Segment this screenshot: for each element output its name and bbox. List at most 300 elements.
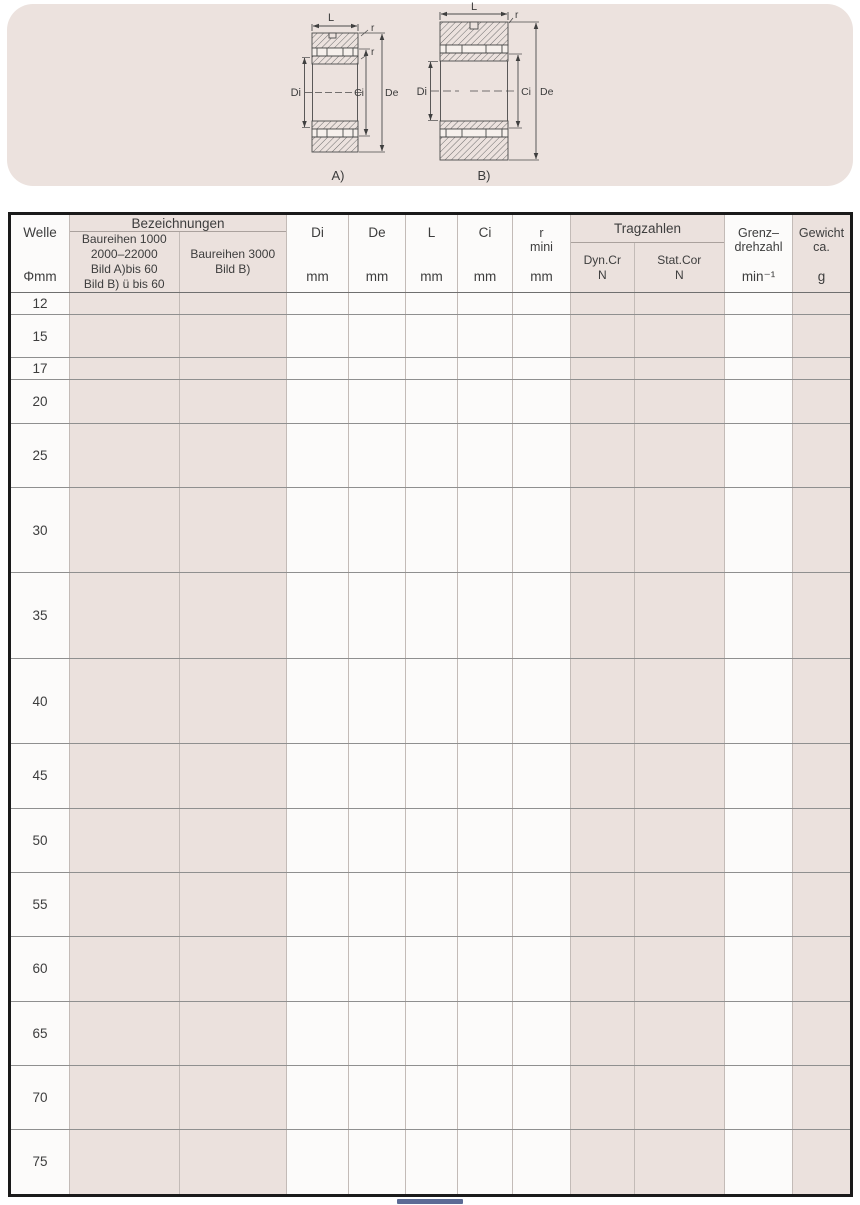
- header-ci: [458, 215, 513, 292]
- de-cell: [349, 744, 406, 765]
- stat-cor-cell: [635, 980, 725, 1001]
- r-cell: [513, 573, 571, 594]
- designation-1000-cell: [70, 765, 180, 786]
- dim-label-de-b: De: [540, 86, 554, 98]
- table-row: [70, 595, 850, 616]
- di-cell: [287, 1130, 349, 1151]
- designation-3000-cell: [180, 336, 287, 357]
- l-cell: [406, 358, 458, 379]
- designation-1000-cell: [70, 551, 180, 572]
- dim-label-ci-b: Ci: [521, 86, 531, 98]
- designation-1000-cell: [70, 336, 180, 357]
- designation-1000-cell: [70, 937, 180, 958]
- ci-cell: [458, 722, 513, 743]
- header-stat-unit: N: [674, 267, 684, 282]
- di-cell: [287, 358, 349, 379]
- table-row: [70, 1087, 850, 1108]
- di-cell: [287, 830, 349, 851]
- l-cell: [406, 595, 458, 616]
- r-cell: [513, 809, 571, 830]
- ci-cell: [458, 894, 513, 915]
- grenzdrehzahl-cell: [725, 937, 793, 958]
- di-cell: [287, 894, 349, 915]
- grenzdrehzahl-cell: [725, 293, 793, 314]
- ci-cell: [458, 1066, 513, 1087]
- table-row: [70, 358, 850, 379]
- gewicht-cell: [793, 744, 850, 765]
- stat-cor-cell: [635, 315, 725, 336]
- ci-cell: [458, 659, 513, 680]
- table-row: [70, 1023, 850, 1044]
- r-cell: [513, 744, 571, 765]
- de-cell: [349, 680, 406, 701]
- stat-cor-cell: [635, 915, 725, 936]
- di-cell: [287, 680, 349, 701]
- gewicht-cell: [793, 1002, 850, 1023]
- size-group: [11, 379, 850, 422]
- ci-cell: [458, 744, 513, 765]
- table-row: [70, 315, 850, 336]
- de-cell: [349, 1130, 406, 1151]
- stat-cor-cell: [635, 1151, 725, 1172]
- r-cell: [513, 358, 571, 379]
- stat-cor-cell: [635, 659, 725, 680]
- dim-label-l-a: L: [327, 12, 335, 24]
- header-tragzahlen: [571, 215, 725, 292]
- di-cell: [287, 315, 349, 336]
- grenzdrehzahl-cell: [725, 424, 793, 445]
- table-row: [70, 851, 850, 872]
- table-row: [70, 744, 850, 765]
- gewicht-cell: [793, 1151, 850, 1172]
- stat-cor-cell: [635, 336, 725, 357]
- dim-label-r-a2: r: [371, 47, 375, 58]
- table-row: [70, 830, 850, 851]
- dyn-cr-cell: [571, 958, 635, 979]
- di-cell: [287, 466, 349, 487]
- di-cell: [287, 530, 349, 551]
- stat-cor-cell: [635, 722, 725, 743]
- ci-cell: [458, 937, 513, 958]
- dyn-cr-cell: [571, 336, 635, 357]
- ci-cell: [458, 1172, 513, 1193]
- header-di-label: Di: [311, 225, 324, 240]
- table-row: [70, 958, 850, 979]
- stat-cor-cell: [635, 894, 725, 915]
- ci-cell: [458, 315, 513, 336]
- gewicht-cell: [793, 315, 850, 336]
- table-row: [70, 509, 850, 530]
- de-cell: [349, 595, 406, 616]
- designation-3000-cell: [180, 980, 287, 1001]
- r-cell: [513, 1108, 571, 1129]
- di-cell: [287, 1087, 349, 1108]
- r-cell: [513, 659, 571, 680]
- baureihe3-line1: Baureihen 3000: [190, 247, 276, 261]
- ci-cell: [458, 509, 513, 530]
- di-cell: [287, 958, 349, 979]
- table-row: [70, 915, 850, 936]
- l-cell: [406, 293, 458, 314]
- de-cell: [349, 1044, 406, 1065]
- grenzdrehzahl-cell: [725, 659, 793, 680]
- dim-label-r-b: r: [515, 10, 519, 21]
- stat-cor-cell: [635, 680, 725, 701]
- grenzdrehzahl-cell: [725, 488, 793, 509]
- l-cell: [406, 402, 458, 423]
- table-row: [70, 530, 850, 551]
- table-row: [70, 1130, 850, 1151]
- grenzdrehzahl-cell: [725, 787, 793, 808]
- gewicht-cell: [793, 445, 850, 466]
- di-cell: [287, 616, 349, 637]
- de-cell: [349, 701, 406, 722]
- dim-label-di-a: Di: [290, 87, 301, 99]
- dyn-cr-cell: [571, 1130, 635, 1151]
- grenzdrehzahl-cell: [725, 380, 793, 401]
- de-cell: [349, 1002, 406, 1023]
- table-row: [70, 616, 850, 637]
- header-grenz-line2: drehzahl: [734, 240, 783, 255]
- bearing-diagrams: [0, 0, 860, 196]
- gewicht-cell: [793, 424, 850, 445]
- de-cell: [349, 1172, 406, 1193]
- header-tragzahlen-title: Tragzahlen: [571, 215, 724, 243]
- l-cell: [406, 445, 458, 466]
- grenzdrehzahl-cell: [725, 573, 793, 594]
- di-cell: [287, 809, 349, 830]
- dim-label-l-b: L: [470, 1, 478, 13]
- grenzdrehzahl-cell: [725, 1151, 793, 1172]
- designation-1000-cell: [70, 851, 180, 872]
- gewicht-cell: [793, 1172, 850, 1193]
- stat-cor-cell: [635, 851, 725, 872]
- designation-3000-cell: [180, 1151, 287, 1172]
- di-cell: [287, 1002, 349, 1023]
- size-group: [11, 487, 850, 572]
- l-cell: [406, 937, 458, 958]
- l-cell: [406, 1066, 458, 1087]
- table-row: [70, 1002, 850, 1023]
- designation-3000-cell: [180, 915, 287, 936]
- di-cell: [287, 1023, 349, 1044]
- de-cell: [349, 873, 406, 894]
- di-cell: [287, 873, 349, 894]
- gewicht-cell: [793, 915, 850, 936]
- di-cell: [287, 402, 349, 423]
- ci-cell: [458, 765, 513, 786]
- grenzdrehzahl-cell: [725, 315, 793, 336]
- table-row: [70, 873, 850, 894]
- l-cell: [406, 680, 458, 701]
- table-row: [70, 937, 850, 958]
- ci-cell: [458, 1087, 513, 1108]
- di-cell: [287, 937, 349, 958]
- ci-cell: [458, 1023, 513, 1044]
- dyn-cr-cell: [571, 595, 635, 616]
- gewicht-cell: [793, 637, 850, 658]
- di-cell: [287, 293, 349, 314]
- stat-cor-cell: [635, 1044, 725, 1065]
- designation-3000-cell: [180, 787, 287, 808]
- welle-cell: 35: [11, 573, 70, 657]
- l-cell: [406, 336, 458, 357]
- designation-3000-cell: [180, 509, 287, 530]
- gewicht-cell: [793, 551, 850, 572]
- grenzdrehzahl-cell: [725, 1130, 793, 1151]
- l-cell: [406, 1044, 458, 1065]
- dyn-cr-cell: [571, 851, 635, 872]
- designation-1000-cell: [70, 787, 180, 808]
- header-de-label: De: [368, 225, 386, 240]
- designation-3000-cell: [180, 659, 287, 680]
- dyn-cr-cell: [571, 765, 635, 786]
- table-row: [70, 466, 850, 487]
- stat-cor-cell: [635, 402, 725, 423]
- size-group: [11, 1001, 850, 1065]
- dyn-cr-cell: [571, 873, 635, 894]
- r-cell: [513, 851, 571, 872]
- ci-cell: [458, 980, 513, 1001]
- ci-cell: [458, 424, 513, 445]
- l-cell: [406, 509, 458, 530]
- stat-cor-cell: [635, 595, 725, 616]
- designation-1000-cell: [70, 830, 180, 851]
- designation-3000-cell: [180, 466, 287, 487]
- ci-cell: [458, 573, 513, 594]
- table-row: [70, 894, 850, 915]
- size-group: [11, 572, 850, 657]
- ci-cell: [458, 445, 513, 466]
- gewicht-cell: [793, 765, 850, 786]
- dim-label-di-b: Di: [416, 86, 427, 98]
- r-cell: [513, 680, 571, 701]
- designation-1000-cell: [70, 701, 180, 722]
- header-gewicht-line1: Gewicht: [798, 226, 845, 240]
- r-cell: [513, 873, 571, 894]
- header-gewicht-line2: ca.: [813, 240, 830, 255]
- grenzdrehzahl-cell: [725, 980, 793, 1001]
- l-cell: [406, 765, 458, 786]
- size-group: [11, 314, 850, 357]
- l-cell: [406, 809, 458, 830]
- de-cell: [349, 424, 406, 445]
- welle-cell: 25: [11, 424, 70, 487]
- gewicht-cell: [793, 1087, 850, 1108]
- de-cell: [349, 915, 406, 936]
- ci-cell: [458, 701, 513, 722]
- stat-cor-cell: [635, 637, 725, 658]
- stat-cor-cell: [635, 765, 725, 786]
- l-cell: [406, 1172, 458, 1193]
- l-cell: [406, 830, 458, 851]
- di-cell: [287, 488, 349, 509]
- designation-1000-cell: [70, 445, 180, 466]
- designation-1000-cell: [70, 1023, 180, 1044]
- dyn-cr-cell: [571, 466, 635, 487]
- designation-1000-cell: [70, 1130, 180, 1151]
- designation-1000-cell: [70, 1172, 180, 1193]
- l-cell: [406, 1023, 458, 1044]
- ci-cell: [458, 830, 513, 851]
- di-cell: [287, 915, 349, 936]
- stat-cor-cell: [635, 1002, 725, 1023]
- dyn-cr-cell: [571, 551, 635, 572]
- designation-1000-cell: [70, 424, 180, 445]
- designation-1000-cell: [70, 980, 180, 1001]
- designation-3000-cell: [180, 595, 287, 616]
- designation-1000-cell: [70, 530, 180, 551]
- header-grenz-unit: min⁻¹: [741, 268, 776, 284]
- dyn-cr-cell: [571, 1023, 635, 1044]
- stat-cor-cell: [635, 530, 725, 551]
- ci-cell: [458, 1108, 513, 1129]
- de-cell: [349, 551, 406, 572]
- ci-cell: [458, 1002, 513, 1023]
- table-row: [70, 659, 850, 680]
- designation-1000-cell: [70, 744, 180, 765]
- designation-1000-cell: [70, 402, 180, 423]
- r-cell: [513, 937, 571, 958]
- header-gewicht-label: [799, 226, 844, 255]
- gewicht-cell: [793, 1108, 850, 1129]
- grenzdrehzahl-cell: [725, 530, 793, 551]
- dim-label-r-a1: r: [371, 23, 375, 34]
- designation-1000-cell: [70, 894, 180, 915]
- gewicht-cell: [793, 722, 850, 743]
- gewicht-cell: [793, 530, 850, 551]
- l-cell: [406, 722, 458, 743]
- l-cell: [406, 466, 458, 487]
- de-cell: [349, 722, 406, 743]
- gewicht-cell: [793, 1130, 850, 1151]
- de-cell: [349, 402, 406, 423]
- dyn-cr-cell: [571, 358, 635, 379]
- di-cell: [287, 595, 349, 616]
- gewicht-cell: [793, 1044, 850, 1065]
- stat-cor-cell: [635, 293, 725, 314]
- size-group: [11, 808, 850, 872]
- r-cell: [513, 380, 571, 401]
- table-row: [70, 680, 850, 701]
- de-cell: [349, 809, 406, 830]
- de-cell: [349, 445, 406, 466]
- ci-cell: [458, 1130, 513, 1151]
- designation-3000-cell: [180, 873, 287, 894]
- l-cell: [406, 894, 458, 915]
- header-l: [406, 215, 458, 292]
- l-cell: [406, 659, 458, 680]
- designation-3000-cell: [180, 315, 287, 336]
- r-cell: [513, 530, 571, 551]
- r-cell: [513, 722, 571, 743]
- gewicht-cell: [793, 701, 850, 722]
- stat-cor-cell: [635, 1108, 725, 1129]
- stat-cor-cell: [635, 424, 725, 445]
- grenzdrehzahl-cell: [725, 851, 793, 872]
- designation-1000-cell: [70, 659, 180, 680]
- l-cell: [406, 424, 458, 445]
- de-cell: [349, 958, 406, 979]
- header-welle-unit: Φmm: [23, 268, 57, 284]
- grenzdrehzahl-cell: [725, 336, 793, 357]
- di-cell: [287, 744, 349, 765]
- l-cell: [406, 915, 458, 936]
- header-r-mini: mini: [530, 240, 553, 255]
- di-cell: [287, 509, 349, 530]
- table-row: [70, 787, 850, 808]
- r-cell: [513, 551, 571, 572]
- di-cell: [287, 1151, 349, 1172]
- dyn-cr-cell: [571, 1066, 635, 1087]
- r-cell: [513, 488, 571, 509]
- di-cell: [287, 1066, 349, 1087]
- dyn-cr-cell: [571, 1087, 635, 1108]
- gewicht-cell: [793, 616, 850, 637]
- stat-cor-cell: [635, 573, 725, 594]
- di-cell: [287, 573, 349, 594]
- di-cell: [287, 380, 349, 401]
- table-row: [70, 722, 850, 743]
- gewicht-cell: [793, 358, 850, 379]
- grenzdrehzahl-cell: [725, 1002, 793, 1023]
- di-cell: [287, 1044, 349, 1065]
- dyn-cr-cell: [571, 809, 635, 830]
- di-cell: [287, 765, 349, 786]
- header-dyn-unit: N: [597, 267, 607, 282]
- gewicht-cell: [793, 1066, 850, 1087]
- stat-cor-cell: [635, 358, 725, 379]
- de-cell: [349, 509, 406, 530]
- dyn-cr-cell: [571, 488, 635, 509]
- header-ci-label: Ci: [478, 225, 492, 240]
- de-cell: [349, 293, 406, 314]
- dyn-cr-cell: [571, 509, 635, 530]
- l-cell: [406, 1002, 458, 1023]
- designation-1000-cell: [70, 915, 180, 936]
- ci-cell: [458, 358, 513, 379]
- welle-cell: 60: [11, 937, 70, 1000]
- stat-cor-cell: [635, 488, 725, 509]
- dyn-cr-cell: [571, 445, 635, 466]
- designation-1000-cell: [70, 680, 180, 701]
- r-cell: [513, 637, 571, 658]
- size-group: [11, 658, 850, 743]
- gewicht-cell: [793, 1023, 850, 1044]
- gewicht-cell: [793, 958, 850, 979]
- grenzdrehzahl-cell: [725, 765, 793, 786]
- dyn-cr-cell: [571, 1108, 635, 1129]
- dyn-cr-cell: [571, 315, 635, 336]
- r-cell: [513, 1044, 571, 1065]
- de-cell: [349, 1066, 406, 1087]
- de-cell: [349, 894, 406, 915]
- r-cell: [513, 1002, 571, 1023]
- stat-cor-cell: [635, 616, 725, 637]
- table-row: [70, 573, 850, 594]
- designation-3000-cell: [180, 551, 287, 572]
- dim-label-ci-a: Ci: [354, 87, 364, 99]
- de-cell: [349, 1023, 406, 1044]
- dyn-cr-cell: [571, 915, 635, 936]
- dyn-cr-cell: [571, 659, 635, 680]
- designation-1000-cell: [70, 466, 180, 487]
- designation-1000-cell: [70, 573, 180, 594]
- r-cell: [513, 980, 571, 1001]
- header-welle-label: Welle: [23, 225, 57, 240]
- designation-1000-cell: [70, 616, 180, 637]
- size-group: [11, 357, 850, 379]
